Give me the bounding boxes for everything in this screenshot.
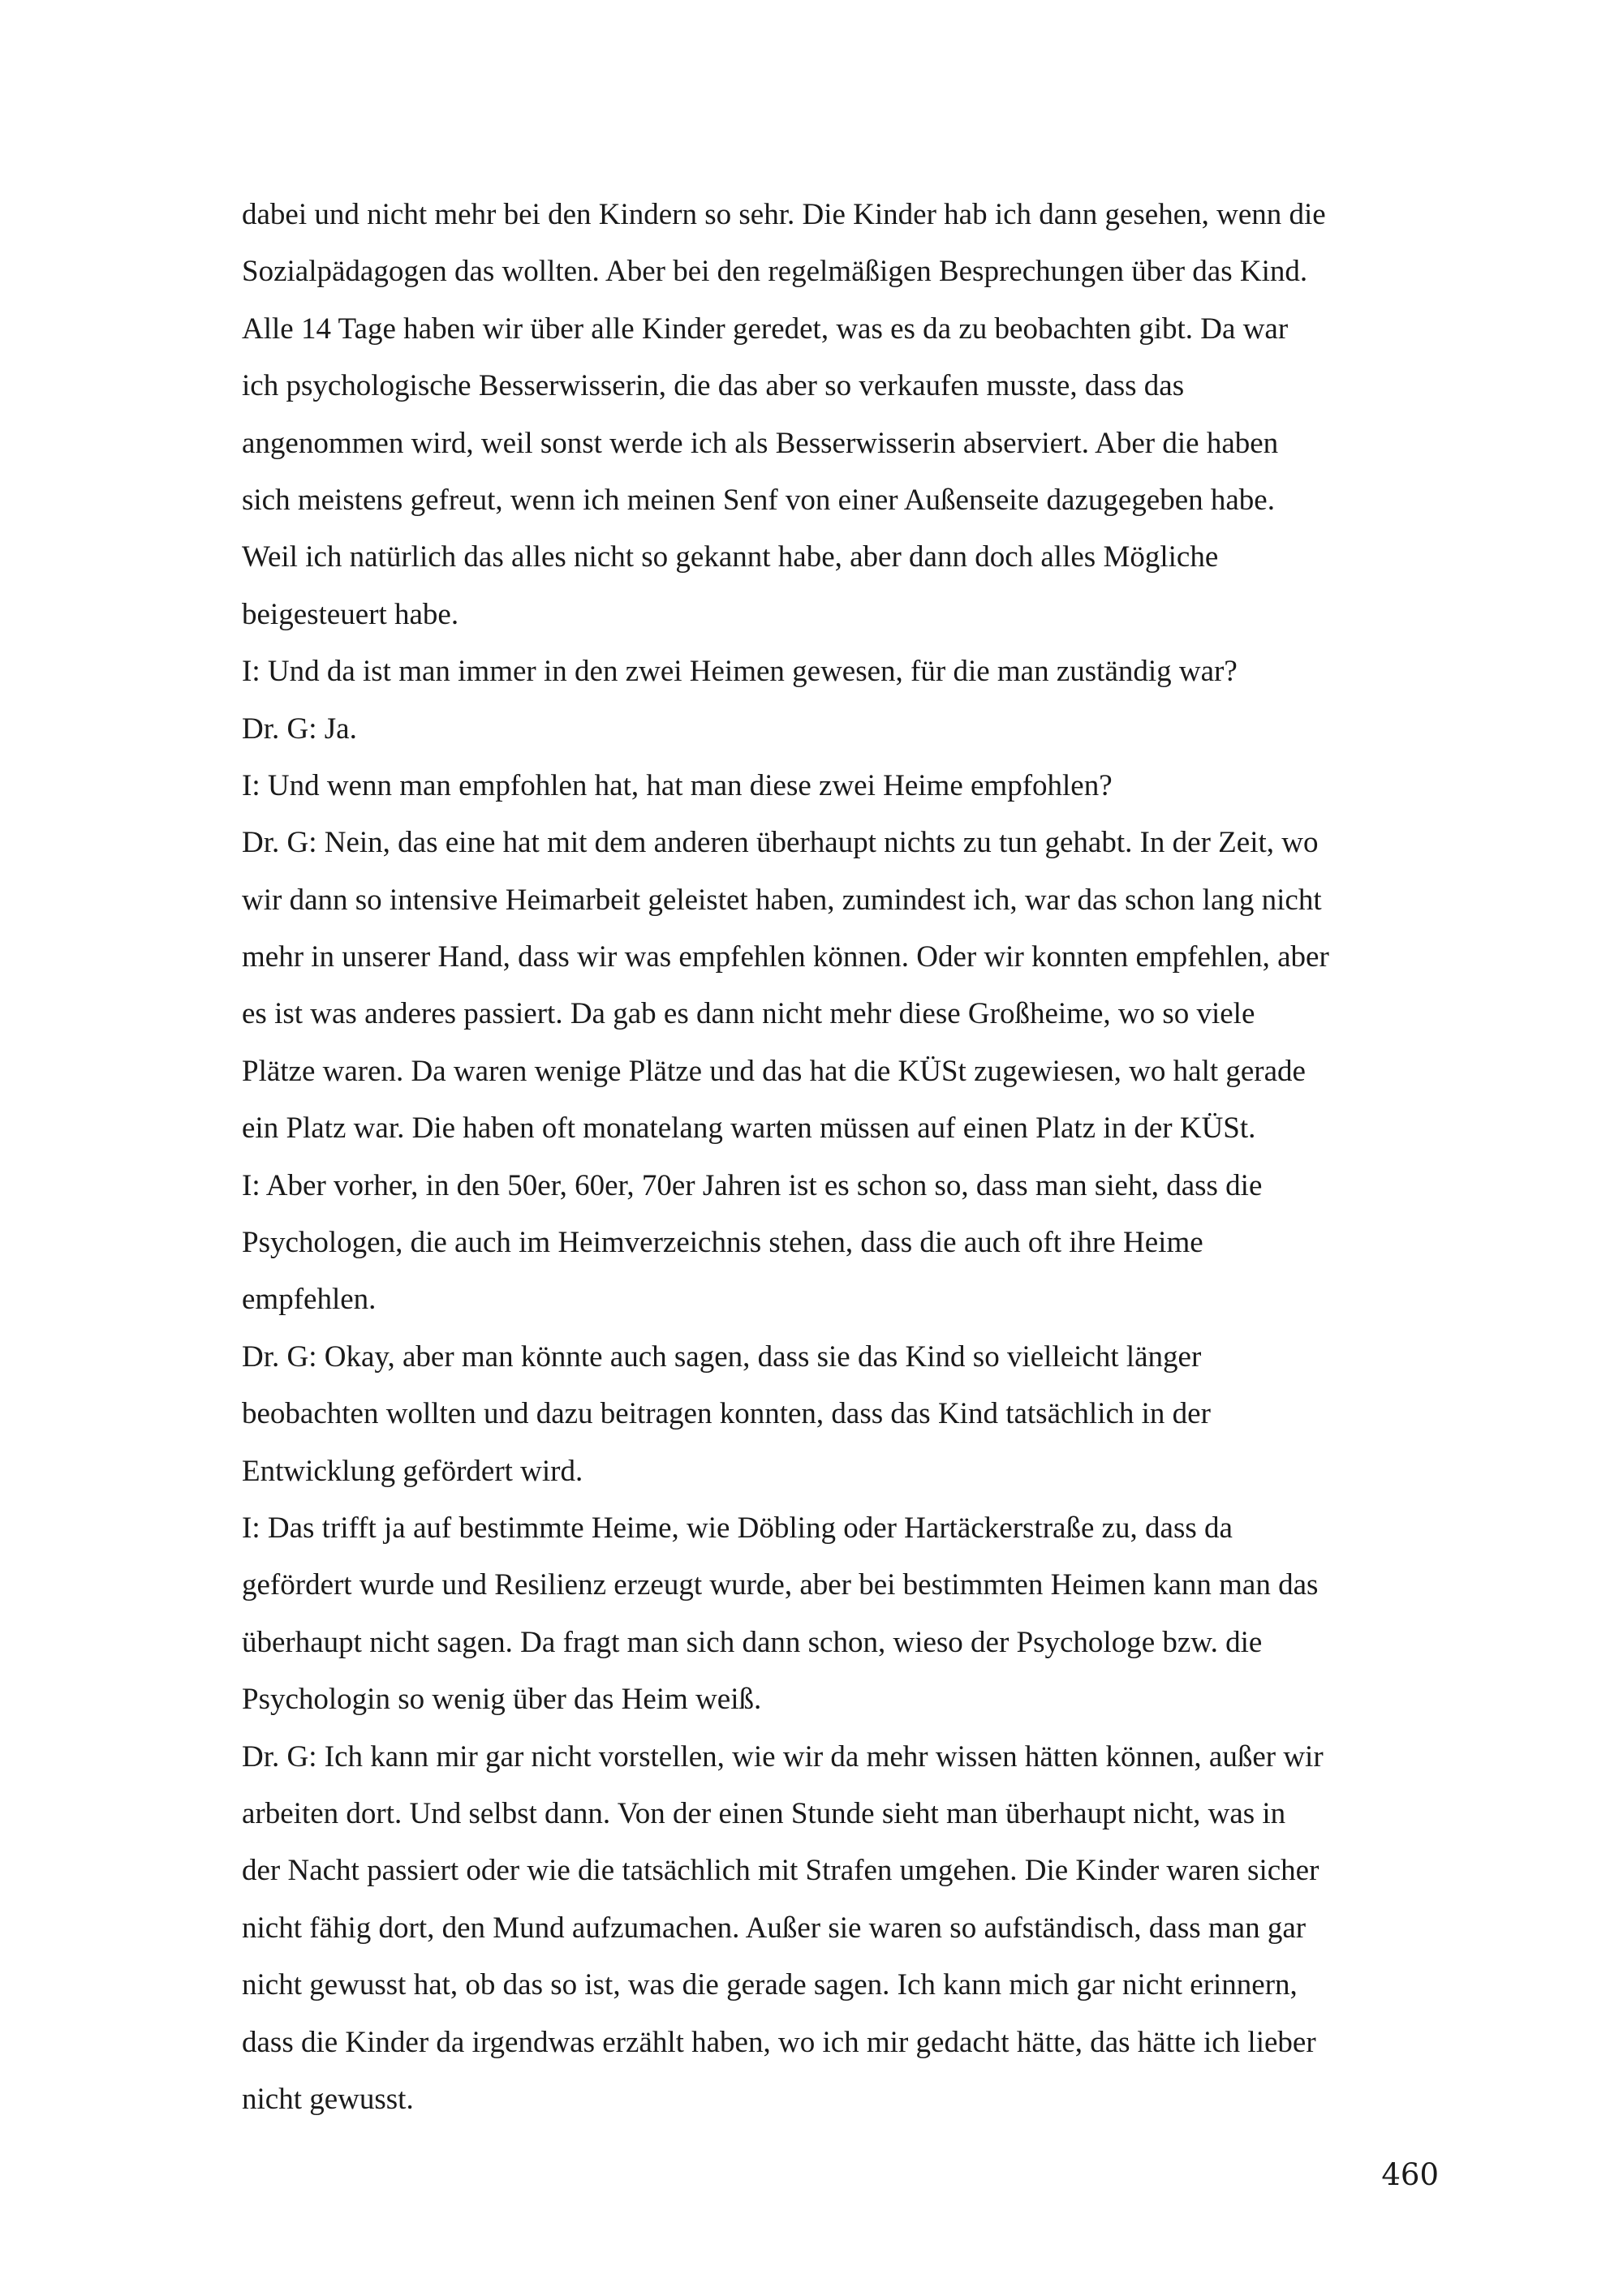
text-line: I: Und da ist man immer in den zwei Heimen gewesen, für die man zuständig war? — [242, 655, 1238, 689]
text-line: Dr. G: Ich kann mir gar nicht vorstellen, wie wir da mehr wissen hätten können, außer wir — [242, 1739, 1324, 1774]
text-line: es ist was anderes passiert. Da gab es dann nicht mehr diese Großheime, wo so viele — [242, 997, 1255, 1031]
text-line: arbeiten dort. Und selbst dann. Von der einen Stunde sieht man überhaupt nicht, was in — [242, 1796, 1286, 1830]
text-line: sich meistens gefreut, wenn ich meinen Senf von einer Außenseite dazugegeben habe. — [242, 483, 1275, 517]
text-line: ein Platz war. Die haben oft monatelang warten müssen auf einen Platz in der KÜSt. — [242, 1111, 1256, 1146]
text-line: beobachten wollten und dazu beitragen konnten, dass das Kind tatsächlich in der — [242, 1397, 1211, 1431]
text-line: wir dann so intensive Heimarbeit geleistet haben, zumindest ich, war das schon lang nicht — [242, 883, 1322, 917]
text-line: empfehlen. — [242, 1283, 377, 1317]
text-line: nicht gewusst. — [242, 2082, 414, 2116]
text-line: Alle 14 Tage haben wir über alle Kinder geredet, was es da zu beobachten gibt. Da war — [242, 312, 1289, 346]
text-line: I: Das trifft ja auf bestimmte Heime, wie Döbling oder Hartäckerstraße zu, dass da — [242, 1511, 1233, 1545]
text-line: I: Aber vorher, in den 50er, 60er, 70er Jahren ist es schon so, dass man sieht, dass die — [242, 1168, 1263, 1202]
text-line: Dr. G: Okay, aber man könnte auch sagen, dass sie das Kind so vielleicht länger — [242, 1339, 1202, 1374]
text-line: dass die Kinder da irgendwas erzählt haben, wo ich mir gedacht hätte, das hätte ich lieber — [242, 2025, 1316, 2059]
text-line: Entwicklung gefördert wird. — [242, 1454, 583, 1488]
text-line: Psychologen, die auch im Heimverzeichnis stehen, dass die auch oft ihre Heime — [242, 1226, 1203, 1260]
text-line: gefördert wurde und Resilienz erzeugt wurde, aber bei bestimmten Heimen kann man das — [242, 1568, 1319, 1602]
text-line: angenommen wird, weil sonst werde ich als Besserwisserin abserviert. Aber die haben — [242, 426, 1279, 460]
text-line: Psychologin so wenig über das Heim weiß. — [242, 1683, 762, 1717]
text-line: beigesteuert habe. — [242, 597, 459, 631]
text-line: Weil ich natürlich das alles nicht so gekannt habe, aber dann doch alles Mögliche — [242, 540, 1219, 574]
text-line: mehr in unserer Hand, dass wir was empfehlen können. Oder wir konnten empfehlen, aber — [242, 940, 1329, 974]
page-number: 460 — [1381, 2157, 1439, 2192]
text-line: I: Und wenn man empfohlen hat, hat man diese zwei Heime empfohlen? — [242, 768, 1113, 802]
text-line: nicht fähig dort, den Mund aufzumachen. Außer sie waren so aufständisch, dass man gar — [242, 1911, 1307, 1945]
text-line: Dr. G: Nein, das eine hat mit dem anderen überhaupt nichts zu tun gehabt. In der Zeit, wo — [242, 826, 1319, 860]
text-line: ich psychologische Besserwisserin, die das aber so verkaufen musste, dass das — [242, 369, 1185, 403]
text-line: überhaupt nicht sagen. Da fragt man sich dann schon, wieso der Psychologe bzw. die — [242, 1625, 1263, 1659]
body-text — [242, 187, 1443, 2128]
text-line: nicht gewusst hat, ob das so ist, was die gerade sagen. Ich kann mich gar nicht erinnern, — [242, 1968, 1298, 2002]
text-line: Sozialpädagogen das wollten. Aber bei den regelmäßigen Besprechungen über das Kind. — [242, 255, 1308, 289]
text-line: Plätze waren. Da waren wenige Plätze und das hat die KÜSt zugewiesen, wo halt gerade — [242, 1054, 1306, 1088]
text-line: Dr. G: Ja. — [242, 712, 357, 746]
text-line: dabei und nicht mehr bei den Kindern so sehr. Die Kinder hab ich dann gesehen, wenn die — [242, 198, 1326, 231]
text-line: der Nacht passiert oder wie die tatsächlich mit Strafen umgehen. Die Kinder waren sicher — [242, 1854, 1319, 1888]
